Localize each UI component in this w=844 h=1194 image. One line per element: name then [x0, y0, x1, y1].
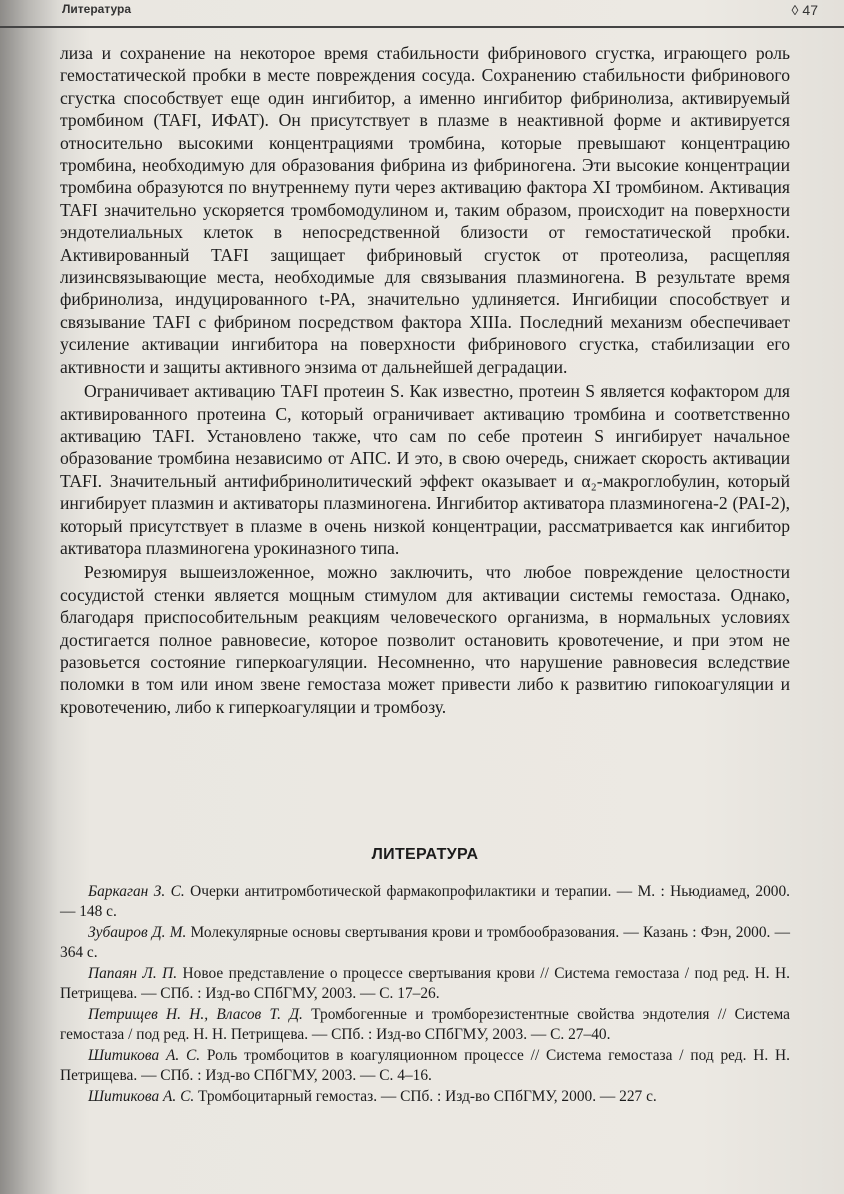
reference-author: Зубаиров Д. М.: [88, 924, 187, 941]
page-number-value: 47: [802, 2, 818, 18]
reference-item: [60, 1005, 790, 1045]
reference-text: Тромбогенные и тромборезистентные свойства эндотелия // Система гемостаза / под ред. Н. Н. Петрищева. — СПб. : Изд-во СПбГМУ, 2003. — С. 27–40.: [60, 1006, 790, 1043]
paragraph: Резюмируя вышеизложенное, можно заключить, что любое повреждение целостности сосудистой стенки является мощным стимулом для активации системы гемостаза. Однако, благодаря приспособительным реакциям человеческого организма, в нормальных условиях достигается полное равновесие, которое позволит остановить кровотечение, и при этом не разовьется состояние гиперкоагуляции. Несомненно, что нарушение равновесия вследствие поломки в том или ином звене гемостаза может привести либо к развитию гипокоагуляции и кровотечению, либо к гиперкоагуляции и тромбозу.: [60, 562, 790, 717]
reference-author: Шитикова А. С.: [88, 1088, 195, 1105]
reference-author: Петрищев Н. Н., Власов Т. Д.: [88, 1006, 303, 1023]
reference-item: [60, 882, 790, 922]
page-number: [792, 2, 819, 18]
reference-author: Папаян Л. П.: [88, 965, 178, 982]
running-header: [0, 0, 844, 28]
references-list: [60, 882, 790, 1108]
running-title: Литература: [62, 2, 132, 16]
diamond-ornament-icon: ◊: [791, 2, 799, 18]
reference-text: Тромбоцитарный гемостаз. — СПб. : Изд-во СПбГМУ, 2000. — 227 с.: [194, 1088, 657, 1105]
reference-author: Баркаган З. С.: [88, 883, 185, 900]
references-heading: ЛИТЕРАТУРА: [371, 846, 479, 863]
reference-text: Молекулярные основы свертывания крови и тромбообразования. — Казань : Фэн, 2000. — 364 с.: [60, 924, 790, 961]
paragraph: Ограничивает активацию TAFI протеин S. Как известно, протеин S является кофактором для активированного протеина С, который ограничивает активацию тромбина и соответственно активацию TAFI. Установлено также, что сам по себе протеин S ингибирует начальное образование тромбина независимо от АПС. И это, в свою очередь, снижает скорость активации TAFI. Значительный антифибринолитический эффект оказывает и α₂-макроглобулин, который ингибирует плазмин и активаторы плазминогена. Ингибитор активатора плазминогена-2 (PAI-2), который присутствует в плазме в очень низкой концентрации, рассматривается как ингибитор активатора плазминогена урокиназного типа.: [60, 381, 790, 558]
body-text: [60, 42, 790, 718]
reference-item: [60, 1046, 790, 1086]
reference-item: [60, 1087, 790, 1107]
reference-item: [60, 964, 790, 1004]
reference-text: Очерки антитромботической фармакопрофилактики и терапии. — М. : Ньюдиамед, 2000. — 148 с.: [60, 883, 791, 920]
reference-author: Шитикова А. С.: [88, 1047, 201, 1064]
reference-text: Новое представление о процессе свертывания крови // Система гемостаза / под ред. Н. Н. Петрищева. — СПб. : Изд-во СПбГМУ, 2003. — С. 17–26.: [60, 965, 790, 1002]
reference-text: Роль тромбоцитов в коагуляционном процессе // Система гемостаза / под ред. Н. Н. Петрищева. — СПб. : Изд-во СПбГМУ, 2003. — С. 4–16.: [60, 1047, 790, 1084]
paragraph: лиза и сохранение на некоторое время стабильности фибринового сгустка, играющего роль гемостатической пробки в месте повреждения сосуда. Сохранению стабильности фибринового сгустка способствует еще один ингибитор, а именно ингибитор фибринолиза, активируемый тромбином (TAFI, ИФАТ). Он присутствует в плазме в неактивной форме и активируется относительно высокими концентрациями тромбина, которые превышают концентрацию тромбина, необходимую для образования фибрина из фибриногена. Эти высокие концентрации тромбина образуются по внутреннему пути через активацию фактора XI тромбином. Активация TAFI значительно ускоряется тромбомодулином и, таким образом, происходит на поверхности эндотелиальных клеток в непосредственной близости от гемостатической пробки. Активированный TAFI защищает фибриновый сгусток от протеолиза, расщепляя лизинсвязывающие места, необходимые для связывания плазминогена. В результате время фибринолиза, индуцированного t-PA, значительно удлиняется. Ингибиции способствует и связывание TAFI с фибрином посредством фактора XIIIa. Последний механизм обеспечивает усиление активации ингибитора на поверхности фибринового сгустка, стабилизации его активности и защиты активного энзима от дальнейшей деградации.: [60, 43, 790, 377]
reference-item: [60, 923, 790, 963]
